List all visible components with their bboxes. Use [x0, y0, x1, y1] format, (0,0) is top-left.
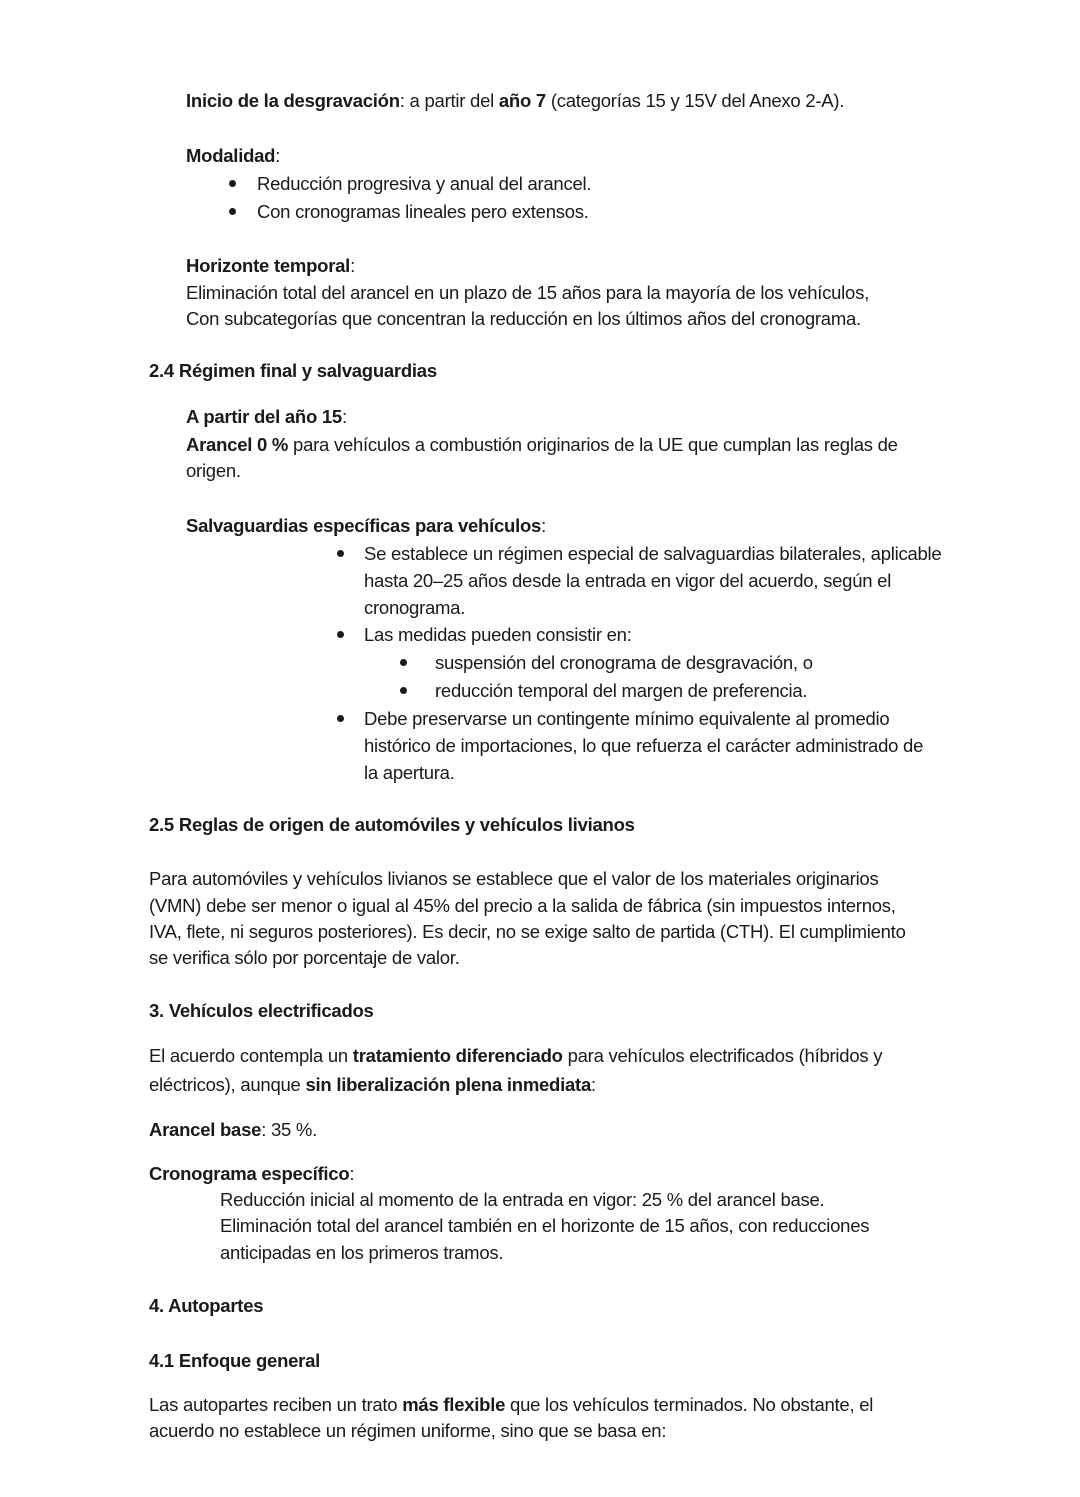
list-item-cont: cronograma. — [364, 597, 466, 618]
bullet-icon — [229, 180, 236, 187]
arancel-line: origen. — [186, 460, 241, 481]
modalidad-heading: Modalidad: — [186, 145, 281, 166]
paragraph-line: Las autopartes reciben un trato más flexible que los vehículos terminados. No obstante, el — [149, 1394, 874, 1415]
list-item-cont: histórico de importaciones, lo que refuerza el carácter administrado de — [364, 735, 924, 756]
paragraph-line: se verifica sólo por porcentaje de valor. — [149, 947, 460, 968]
section-heading-3: 3. Vehículos electrificados — [149, 1000, 374, 1021]
list-item: Con cronogramas lineales pero extensos. — [257, 201, 589, 222]
arancel-line: Arancel 0 % para vehículos a combustión originarios de la UE que cumplan las reglas de — [186, 434, 898, 455]
cronograma-heading: Cronograma específico: — [149, 1163, 355, 1184]
paragraph-line: El acuerdo contempla un tratamiento diferenciado para vehículos electrificados (híbridos y — [149, 1045, 883, 1066]
horizonte-line: Eliminación total del arancel en un plazo de 15 años para la mayoría de los vehículos, — [186, 282, 869, 303]
cronograma-line: anticipadas en los primeros tramos. — [220, 1242, 504, 1263]
horizonte-line: Con subcategorías que concentran la reducción en los últimos años del cronograma. — [186, 308, 861, 329]
horizonte-heading: Horizonte temporal: — [186, 255, 355, 276]
bullet-icon — [400, 659, 407, 666]
bullet-icon — [337, 631, 344, 638]
list-item-cont: hasta 20–25 años desde la entrada en vigor del acuerdo, según el — [364, 570, 892, 591]
bullet-icon — [337, 715, 344, 722]
list-item: Las medidas pueden consistir en: — [364, 624, 632, 645]
bullet-icon — [229, 208, 236, 215]
paragraph-line: eléctricos), aunque sin liberalización plena inmediata: — [149, 1074, 596, 1095]
paragraph-line: (VMN) debe ser menor o igual al 45% del precio a la salida de fábrica (sin impuestos internos, — [149, 895, 896, 916]
sub-list-item: reducción temporal del margen de preferencia. — [435, 680, 808, 701]
arancel-base-line: Arancel base: 35 %. — [149, 1119, 318, 1140]
inicio-label: Inicio de la desgravación — [186, 90, 400, 111]
inicio-desgravacion-line: Inicio de la desgravación: a partir del año 7 (categorías 15 y 15V del Anexo 2-A). — [186, 90, 845, 111]
section-heading-4: 4. Autopartes — [149, 1295, 264, 1316]
sub-list-item: suspensión del cronograma de desgravación, o — [435, 652, 813, 673]
salvaguardias-heading: Salvaguardias específicas para vehículos: — [186, 515, 546, 536]
list-item: Se establece un régimen especial de salvaguardias bilaterales, aplicable — [364, 543, 942, 564]
cronograma-line: Reducción inicial al momento de la entrada en vigor: 25 % del arancel base. — [220, 1189, 825, 1210]
paragraph-line: Para automóviles y vehículos livianos se establece que el valor de los materiales originarios — [149, 868, 879, 889]
bullet-icon — [337, 550, 344, 557]
paragraph-line: IVA, flete, ni seguros posteriores). Es decir, no se exige salto de partida (CTH). El cumplimiento — [149, 921, 906, 942]
list-item-cont: la apertura. — [364, 762, 455, 783]
a-partir-heading: A partir del año 15: — [186, 406, 347, 427]
list-item: Reducción progresiva y anual del arancel. — [257, 173, 592, 194]
paragraph-line: acuerdo no establece un régimen uniforme, sino que se basa en: — [149, 1420, 667, 1441]
section-heading-2-5: 2.5 Reglas de origen de automóviles y vehículos livianos — [149, 814, 635, 835]
section-heading-4-1: 4.1 Enfoque general — [149, 1350, 321, 1371]
list-item: Debe preservarse un contingente mínimo equivalente al promedio — [364, 708, 890, 729]
section-heading-2-4: 2.4 Régimen final y salvaguardias — [149, 360, 437, 381]
bullet-icon — [400, 687, 407, 694]
cronograma-line: Eliminación total del arancel también en el horizonte de 15 años, con reducciones — [220, 1215, 870, 1236]
